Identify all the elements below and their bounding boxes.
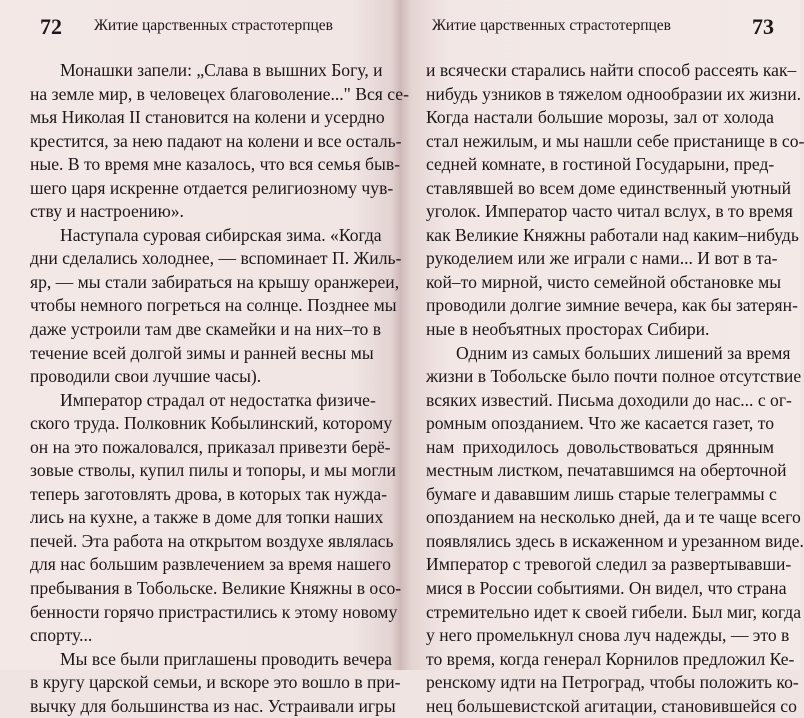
text-line: Мы все были приглашены проводить вечера	[60, 648, 392, 669]
text-line: уголок. Император часто читал вслух, в то время	[426, 201, 793, 222]
text-line: мися в России событиями. Он видел, что страна	[426, 578, 787, 599]
text-line: для нас большим развлечением за время нашего	[30, 554, 391, 575]
text-line: теперь заготовлять дрова, в которых так нужда-	[30, 483, 387, 504]
text-line: ные в необъятных просторах Сибири.	[426, 319, 710, 340]
left-running-title: Житие царственных страстотерпцев	[94, 17, 333, 34]
text-line: нец большевистской агитации, становившейся со	[426, 695, 797, 716]
text-line: рукоделием или же играли с нами... И вот в та-	[426, 248, 778, 269]
text-line: Император с тревогой следил за развертывавши-	[426, 554, 792, 575]
text-line: как Великие Княжны работали над каким–нибудь	[426, 224, 799, 245]
text-line: спорту...	[30, 625, 93, 646]
text-line: крестится, за нею падают на колени и все осталь-	[30, 130, 402, 151]
text-line: ные. В то время мне казалось, что вся семья быв-	[30, 154, 400, 175]
text-line: Император страдал от недостатка физиче-	[60, 389, 376, 410]
text-line: ренскому идти на Петроград, чтобы положить ко-	[426, 672, 799, 693]
text-line: стремительно идет к своей гибели. Был миг, когда	[426, 601, 801, 622]
text-line: у него промелькнул снова луч надежды, — это в	[426, 625, 790, 646]
text-line: Наступала суровая сибирская зима. «Когда	[60, 224, 382, 245]
text-line: пребывания в Тобольске. Великие Княжны в осо-	[30, 578, 402, 599]
text-line: чтобы немного погреться на солнце. Позднее мы	[30, 295, 397, 316]
text-line: в кругу царской семьи, и вскоре это вошло в при-	[30, 672, 401, 693]
left-page-text	[30, 59, 409, 718]
text-line: мья Николая II становится на колени и усердно	[30, 107, 385, 128]
text-line: Одним из самых больших лишений за время	[456, 342, 791, 363]
text-line: ромным опозданием. Что же касается газет, то	[426, 413, 774, 434]
left-page-number: 72	[40, 14, 62, 39]
text-line: шего царя искренне отдается религиозному чув-	[30, 177, 394, 198]
text-line: зовые стволы, купил пилы и топоры, и мы могли	[30, 460, 396, 481]
right-page-text	[426, 59, 804, 718]
text-line: проводили свои лучшие часы).	[30, 366, 262, 387]
text-line: ского труда. Полковник Кобылинский, которому	[30, 413, 393, 434]
left-page-header	[40, 16, 370, 42]
text-line: печей. Эта работа на открытом воздухе являлась	[30, 530, 394, 551]
text-line: всяких известий. Письма доходили до нас... с ог-	[426, 389, 792, 410]
text-line: то время, когда генерал Корнилов предложил Ке-	[426, 648, 795, 669]
text-line: вычку для большинства из нас. Устраивали игры	[30, 695, 396, 716]
text-line: местным листком, печатавшимся на оберточной	[426, 460, 787, 481]
text-line: бенности горячо пристрастились к этому новому	[30, 601, 398, 622]
text-line: появлялись здесь в искаженном и урезанном виде.	[426, 530, 804, 551]
text-line: он на это пожаловался, приказал привезти берё-	[30, 436, 391, 457]
text-line: седней комнате, в гостиной Государыни, пред-	[426, 154, 775, 175]
right-running-title: Житие царственных страстотерпцев	[432, 17, 671, 34]
text-line: дни сделались холоднее, — вспоминает П. Жиль-	[30, 248, 402, 269]
text-line: яр, — мы стали забираться на крышу оранжереи,	[30, 271, 400, 292]
right-page	[404, 0, 804, 716]
text-line: ству и настроению».	[30, 201, 184, 222]
text-line: нибудь узников в тяжелом однообразии их жизни.	[426, 83, 802, 104]
text-line: даже устроили там две скамейки и на них–то в	[30, 319, 382, 340]
right-page-header	[422, 16, 774, 42]
text-line: бумаге и дававшим лишь старые телеграммы с	[426, 483, 777, 504]
text-line: стал нежилым, и мы нашли себе пристанище в со-	[426, 130, 804, 151]
text-line: проводили долгие зимние вечера, как бы затерян-	[426, 295, 798, 316]
text-line: опозданием на несколько дней, да и те чаще всего	[426, 507, 801, 528]
text-line: Когда настали большие морозы, зал от холода	[426, 107, 774, 128]
text-line: и всячески старались найти способ рассеять как–	[426, 60, 797, 80]
text-line: ставлявшей во всем доме единственный уютный	[426, 177, 792, 198]
text-line: течение всей долгой зимы и ранней весны мы	[30, 342, 374, 363]
text-line: кой–то мирной, чисто семейной обстановке мы	[426, 271, 782, 292]
text-line: лись на кухне, а также в доме для топки наших	[30, 507, 384, 528]
right-page-number: 73	[752, 14, 774, 39]
text-line: жизни в Тобольске было почти полное отсутствие	[426, 366, 802, 387]
text-line: Монашки запели: „Слава в вышних Богу, и	[60, 60, 383, 80]
text-line: на земле мир, в человецех благоволение..." Вся се-	[30, 83, 409, 104]
text-line: нам приходилось довольствоваться дрянным	[426, 436, 774, 457]
